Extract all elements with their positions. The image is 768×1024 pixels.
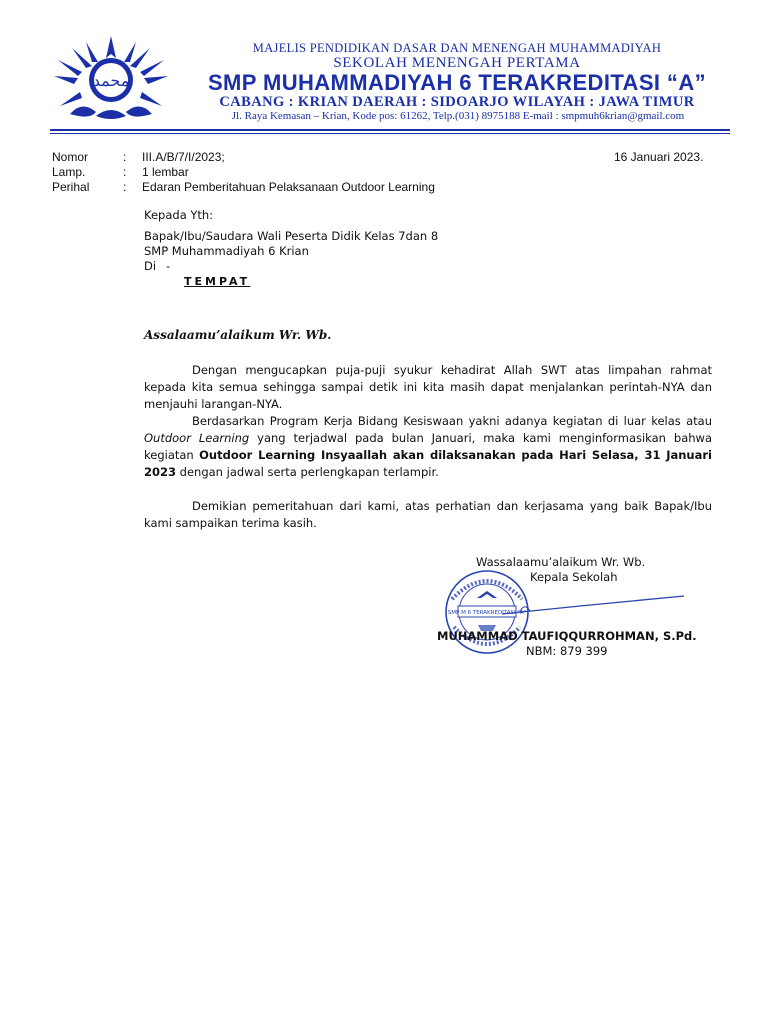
perihal-label: Perihal bbox=[52, 180, 90, 194]
letterhead-address: Jl. Raya Kemasan – Krian, Kode pos: 61262, Telp.(031) 8975188 E-mail : smpmuh6krian@gmail.com bbox=[231, 110, 685, 122]
letterhead-divider-thin bbox=[50, 133, 730, 134]
lamp-label: Lamp. bbox=[52, 165, 86, 179]
letterhead-school-level: SEKOLAH MENENGAH PERTAMA bbox=[333, 55, 581, 71]
signature-icon bbox=[500, 592, 686, 618]
paragraph-2-italic: Outdoor Learning bbox=[144, 431, 250, 445]
recipient-place: TEMPAT bbox=[184, 275, 251, 288]
paragraph-1 bbox=[144, 362, 712, 413]
letter-date: 16 Januari 2023. bbox=[614, 150, 704, 164]
recipient-dash: - bbox=[166, 259, 171, 273]
lamp-sep: : bbox=[123, 165, 127, 179]
letterhead-organization: MAJELIS PENDIDIKAN DASAR DAN MENENGAH MUHAMMADIYAH bbox=[252, 41, 662, 55]
letterhead-region: CABANG : KRIAN DAERAH : SIDOARJO WILAYAH : JAWA TIMUR bbox=[219, 94, 695, 110]
paragraph-1-text: Dengan mengucapkan puja-puji syukur kehadirat Allah SWT atas limpahan rahmat kepada kita semua sehingga sampai detik ini kita masih dapat menjalankan perintah-NYA dan menjauhi larangan-NYA. bbox=[144, 363, 712, 411]
closing-title: Kepala Sekolah bbox=[530, 570, 618, 584]
closing-salam: Wassalaamu’alaikum Wr. Wb. bbox=[476, 555, 646, 569]
letterhead-school-name: SMP MUHAMMADIYAH 6 TERAKREDITASI “A” bbox=[207, 70, 707, 95]
muhammadiyah-logo-icon bbox=[52, 36, 170, 122]
svg-text:محمد: محمد bbox=[92, 71, 130, 90]
recipient-line-1: Bapak/Ibu/Saudara Wali Peserta Didik Kelas 7dan 8 bbox=[144, 229, 439, 243]
paragraph-2-bold: Outdoor Learning Insyaallah akan dilaksanakan pada Hari Selasa, 31 Januari 2023 bbox=[144, 448, 712, 479]
paragraph-2-text-b: yang terjadwal pada bulan Januari, maka kami menginformasikan bahwa kegiatan bbox=[144, 431, 712, 462]
signatory-nbm: NBM: 879 399 bbox=[526, 644, 608, 658]
paragraph-2-text-a: Berdasarkan Program Kerja Bidang Kesiswaan yakni adanya kegiatan di luar kelas atau bbox=[192, 414, 712, 428]
lamp-value: 1 lembar bbox=[142, 165, 189, 179]
perihal-sep: : bbox=[123, 180, 127, 194]
nomor-value: III.A/B/7/I/2023; bbox=[142, 150, 225, 164]
nomor-sep: : bbox=[123, 150, 127, 164]
perihal-value: Edaran Pemberitahuan Pelaksanaan Outdoor Learning bbox=[142, 180, 435, 194]
recipient-heading: Kepada Yth: bbox=[144, 208, 214, 222]
letterhead-divider bbox=[50, 129, 730, 131]
recipient-di: Di bbox=[144, 259, 157, 273]
paragraph-2-text-c: dengan jadwal serta perlengkapan terlampir. bbox=[176, 465, 439, 479]
svg-text:SMP M 6 TERAKREDITASI "A": SMP M 6 TERAKREDITASI "A" bbox=[447, 610, 527, 616]
paragraph-3 bbox=[144, 498, 712, 532]
nomor-label: Nomor bbox=[52, 150, 89, 164]
paragraph-3-text: Demikian pemeritahuan dari kami, atas perhatian dan kerjasama yang baik Bapak/Ibu kami sampaikan terima kasih. bbox=[144, 499, 712, 530]
greeting: Assalaamu’alaikum Wr. Wb. bbox=[144, 328, 332, 342]
paragraph-2 bbox=[144, 413, 712, 481]
signatory-name: MUHAMMAD TAUFIQQURROHMAN, S.Pd. bbox=[437, 629, 697, 643]
recipient-line-2: SMP Muhammadiyah 6 Krian bbox=[144, 244, 309, 258]
